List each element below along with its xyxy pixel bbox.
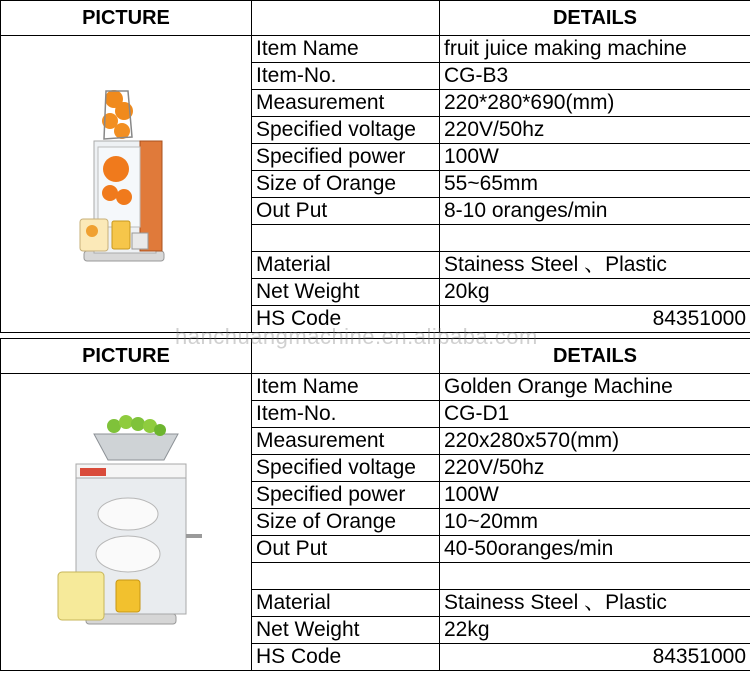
spec-value: 40-50oranges/min	[440, 536, 750, 563]
spec-value: Stainess Steel 、Plastic	[440, 252, 750, 279]
spec-value-empty	[440, 563, 750, 590]
details-header: DETAILS	[440, 1, 750, 36]
spec-label: Item Name	[252, 36, 440, 63]
spec-label: Item Name	[252, 374, 440, 401]
spec-label: Material	[252, 252, 440, 279]
spec-label: Item-No.	[252, 63, 440, 90]
spec-label: HS Code	[252, 644, 440, 671]
spec-value: 220*280*690(mm)	[440, 90, 750, 117]
spec-value: 220x280x570(mm)	[440, 428, 750, 455]
spec-value: 220V/50hz	[440, 455, 750, 482]
orange-juicer-machine-illustration	[66, 81, 186, 281]
spec-value: fruit juice making machine	[440, 36, 750, 63]
spec-value: 100W	[440, 482, 750, 509]
spec-label: Measurement	[252, 90, 440, 117]
spec-label: Net Weight	[252, 279, 440, 306]
spec-label-empty	[252, 225, 440, 252]
spec-label: Specified power	[252, 482, 440, 509]
spec-value: Stainess Steel 、Plastic	[440, 590, 750, 617]
spec-label: Measurement	[252, 428, 440, 455]
spec-label: Specified voltage	[252, 455, 440, 482]
watermark-text: hanchuangmachine.en.alibaba.com	[175, 324, 538, 349]
spec-value: 10~20mm	[440, 509, 750, 536]
spec-label: HS Code	[252, 306, 440, 333]
spec-value: 8-10 oranges/min	[440, 198, 750, 225]
header-spacer	[252, 1, 440, 36]
spec-value: 84351000	[440, 306, 750, 333]
details-header: DETAILS	[440, 339, 750, 374]
picture-header: PICTURE	[1, 339, 252, 374]
product-spec-table-2	[0, 338, 750, 671]
spec-label: Specified voltage	[252, 117, 440, 144]
spec-label: Net Weight	[252, 617, 440, 644]
product-spec-table-1	[0, 0, 750, 333]
spec-value: Golden Orange Machine	[440, 374, 750, 401]
spec-value: 22kg	[440, 617, 750, 644]
spec-value: 20kg	[440, 279, 750, 306]
spec-value: 84351000	[440, 644, 750, 671]
spec-label: Out Put	[252, 198, 440, 225]
golden-orange-machine-illustration	[46, 404, 206, 634]
spec-label: Size of Orange	[252, 509, 440, 536]
spec-label-empty	[252, 563, 440, 590]
product-photo-cell	[1, 374, 252, 671]
spec-label: Out Put	[252, 536, 440, 563]
spec-value-empty	[440, 225, 750, 252]
spec-label: Size of Orange	[252, 171, 440, 198]
spec-value: 220V/50hz	[440, 117, 750, 144]
spec-label: Specified power	[252, 144, 440, 171]
spec-value: 55~65mm	[440, 171, 750, 198]
spec-label: Item-No.	[252, 401, 440, 428]
spec-value: 100W	[440, 144, 750, 171]
spec-value: CG-D1	[440, 401, 750, 428]
product-photo-cell	[1, 36, 252, 333]
picture-header: PICTURE	[1, 1, 252, 36]
spec-label: Material	[252, 590, 440, 617]
spec-value: CG-B3	[440, 63, 750, 90]
